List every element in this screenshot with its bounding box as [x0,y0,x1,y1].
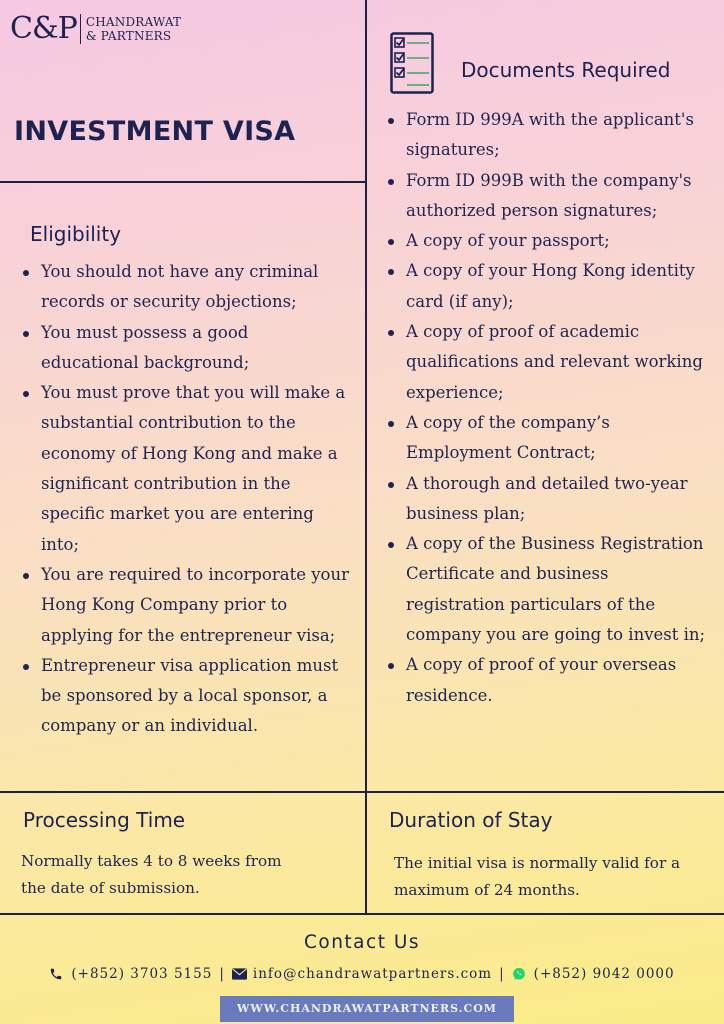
list-item: Form ID 999B with the company's authorized person signatures; [388,166,706,227]
list-item: A copy of proof of your overseas residence. [388,650,706,711]
list-item: A thorough and detailed two-year business plan; [388,469,706,530]
email-link[interactable]: info@chandrawatpartners.com [252,966,493,982]
checklist-icon [390,32,434,94]
eligibility-heading: Eligibility [30,222,122,246]
whatsapp-number[interactable]: (+852) 9042 0000 [533,966,675,982]
list-item: Form ID 999A with the applicant's signatures; [388,105,706,166]
list-item: You must prove that you will make a substantial contribution to the economy of Hong Kong and make a significant contribution in the specific market you are entering into; [23,378,351,560]
list-item: A copy of the Business Registration Certificate and business registration particulars of the company you are going to invest in; [388,529,706,650]
contact-row: (+852) 3703 5155 | info@chandrawatpartners.com | (+852) 9042 0000 [0,966,724,982]
documents-heading: Documents Required [461,58,671,82]
eligibility-list [23,257,351,742]
duration-text: The initial visa is normally valid for a maximum of 24 months. [394,854,681,899]
phone-icon [49,967,63,981]
logo-separator [80,14,81,44]
duration-heading: Duration of Stay [389,808,553,832]
middle-divider [0,791,724,793]
contact-heading: Contact Us [303,932,421,953]
whatsapp-icon [512,967,526,981]
center-divider [365,0,367,914]
list-item: A copy of your passport; [388,226,706,256]
processing-text: Normally takes 4 to 8 weeks from the date of submission. [21,852,282,897]
logo-name: CHANDRAWAT & PARTNERS [85,15,182,43]
page-title: INVESTMENT VISA [14,116,296,147]
company-logo [10,11,182,46]
list-item: A copy of your Hong Kong identity card (if any); [388,256,706,317]
logo-mark: C&P [10,11,77,46]
mail-icon [232,968,247,980]
website-link[interactable]: WWW.CHANDRAWATPARTNERS.COM [220,996,514,1022]
footer-divider [0,913,724,915]
list-item: You are required to incorporate your Hong Kong Company prior to applying for the entrepreneur visa; [23,560,351,651]
list-item: You should not have any criminal records or security objections; [23,257,351,318]
documents-list [388,105,706,711]
list-item: A copy of the company’s Employment Contract; [388,408,706,469]
list-item: A copy of proof of academic qualifications and relevant working experience; [388,317,706,408]
list-item: You must possess a good educational background; [23,318,351,379]
list-item: Entrepreneur visa application must be sponsored by a local sponsor, a company or an individual. [23,651,351,742]
processing-heading: Processing Time [23,808,186,832]
title-divider [0,181,366,183]
phone-number[interactable]: (+852) 3703 5155 [71,966,213,982]
